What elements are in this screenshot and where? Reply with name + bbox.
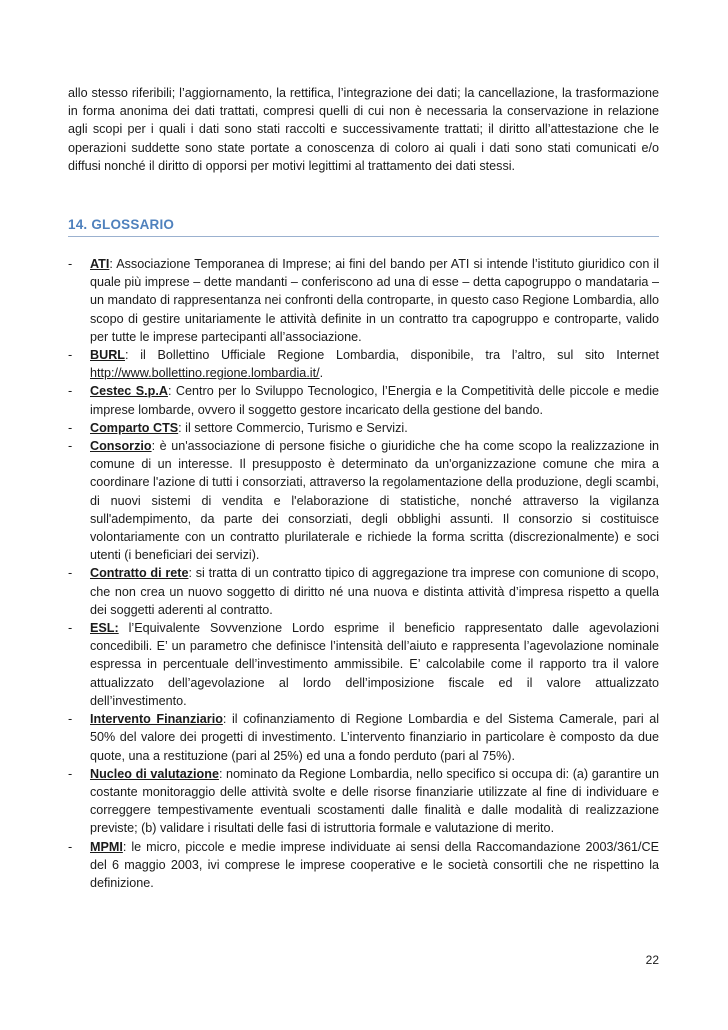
bullet-dash: - — [68, 566, 73, 581]
glossary-term: ATI — [90, 257, 110, 272]
bullet-dash: - — [68, 621, 73, 636]
glossary-term: ESL: — [90, 621, 119, 636]
glossary-term: BURL — [90, 348, 125, 363]
glossary-definition: è un'associazione di persone fisiche o giuridiche che ha come scopo la realizzazione in comune di un interesse. Il presupposto è determinato da un'organizzazione comune che mira a coordinare l'azione di tutti i consorziati, attraverso la regolamentazione della produzione, degli scambi, di nuovi sistemi di vendita e l'elaborazione di statistiche, nonché attraverso la vigilanza sull'adempimento, da parte dei consorziati, degli obblighi assunti. Il consorzio si costituisce volontariamente con un contratto plurilaterale e richiede la forma scritta (discrezionalmente) e soci utenti (i beneficiari dei servizi). — [90, 439, 660, 563]
bullet-dash: - — [68, 766, 73, 781]
bullet-dash: - — [68, 712, 73, 727]
glossary-definition: nominato da Regione Lombardia, nello specifico si occupa di: (a) garantire un costante monitoraggio delle attività svolte e delle risorse finanziarie utilizzate al fine di individuare e correggere tempestivamente eventuali scostamenti dalle finalità e dalle modalità di realizzazione previste; (b) validare i risultati delle fasi di istruttoria formale e valutazione di merito. — [90, 766, 659, 836]
glossary-item-intervento-finanziario: - Intervento Finanziario: il cofinanziamento di Regione Lombardia e del Sistema Camerale, pari al 50% del valore dei progetti di investimento. L’intervento finanziario in particolare è composto da due quote, una a restituzione (pari al 25%) ed una a fondo perduto (pari al 75%). — [68, 712, 660, 763]
glossary-definition: il Bollettino Ufficiale Regione Lombardia, disponibile, tra l’altro, sul sito Internet — [140, 348, 659, 363]
glossary-list — [68, 255, 659, 892]
glossary-definition: il cofinanziamento di Regione Lombardia e del Sistema Camerale, pari al 50% del valore dei progetti di investimento. L’intervento finanziario in particolare è composto da due quote, una a restituzione (pari al 25%) ed una a fondo perduto (pari al 75%). — [90, 712, 660, 763]
glossary-definition: Centro per lo Sviluppo Tecnologico, l’Energia e la Competitività delle piccole e medie imprese lombarde, ovvero il soggetto gestore incaricato della gestione del bando. — [90, 384, 659, 417]
section-title: 14. GLOSSARIO — [68, 217, 175, 233]
glossary-item-consorzio: - Consorzio: è un'associazione di persone fisiche o giuridiche che ha come scopo la realizzazione in comune di un interesse. Il presupposto è determinato da un'organizzazione comune che mira a coordinare l'azione di tutti i consorziati, attraverso la regolamentazione della produzione, degli scambi, di nuovi sistemi di vendita e l'elaborazione di statistiche, nonché attraverso la vigilanza sull'adempimento, da parte dei consorziati, degli obblighi assunti. Il consorzio si costituisce volontariamente con un contratto plurilaterale e richiede la forma scritta (discrezionalmente) e soci utenti (i beneficiari dei servizi). — [68, 439, 660, 563]
glossary-item-burl: - BURL: il Bollettino Ufficiale Regione Lombardia, disponibile, tra l’altro, sul sito Internet http://www.bollettino.regione.lombardia.it/. — [68, 348, 659, 381]
glossary-definition: le micro, piccole e medie imprese individuate ai sensi della Raccomandazione 2003/361/CE del 6 maggio 2003, ivi comprese le imprese cooperative e le società consortili che ne rispettino la definizione. — [90, 839, 659, 890]
glossary-item-nucleo-di-valutazione: - Nucleo di valutazione: nominato da Regione Lombardia, nello specifico si occupa di: (a) garantire un costante monitoraggio delle attività svolte e delle risorse finanziarie utilizzate al fine di individuare e correggere tempestivamente eventuali scostamenti dalle finalità e dalle modalità di realizzazione previste; (b) validare i risultati delle fasi di istruttoria formale e valutazione di merito. — [68, 766, 659, 836]
bullet-dash: - — [68, 839, 73, 854]
burl-link[interactable]: http://www.bollettino.regione.lombardia.it/ — [90, 366, 320, 381]
section-divider — [68, 236, 659, 237]
glossary-item-ati: - ATI: Associazione Temporanea di Imprese; ai fini del bando per ATI si intende l’istituto giuridico con il quale più imprese – dette mandanti – conferiscono ad una di esse – detta capogruppo o mandataria – un mandato di rappresentanza nei confronti della controparte, in questo caso Regione Lombardia, allo scopo di gestire unitariamente le attività definite in un contratto tra capogruppo e controparte, valido per tutte le imprese partecipanti all’associazione. — [68, 257, 659, 344]
glossary-definition: il settore Commercio, Turismo e Servizi. — [185, 420, 408, 435]
glossary-term: Contratto di rete — [90, 566, 189, 581]
glossary-term: Intervento Finanziario — [90, 712, 223, 727]
glossary-item-mpmi: - MPMI: le micro, piccole e medie imprese individuate ai sensi della Raccomandazione 2003/361/CE del 6 maggio 2003, ivi comprese le imprese cooperative e le società consortili che ne rispettino la definizione. — [68, 839, 659, 890]
glossary-term: Comparto CTS — [90, 420, 179, 435]
document-page — [68, 84, 659, 892]
bullet-dash: - — [68, 384, 73, 399]
glossary-term: Consorzio — [90, 439, 152, 454]
glossary-item-contratto-di-rete: - Contratto di rete: si tratta di un contratto tipico di aggregazione tra imprese con comunione di scopo, che non crea un nuovo soggetto di diritto né una nuova e distinta attività d’impresa rispetto a quella dei soggetti aderenti al contratto. — [68, 566, 660, 617]
bullet-dash: - — [68, 439, 73, 454]
bullet-dash: - — [68, 257, 73, 272]
bullet-dash: - — [68, 348, 73, 363]
glossary-item-comparto-cts: - Comparto CTS: il settore Commercio, Turismo e Servizi. — [68, 419, 659, 437]
glossary-definition: l’Equivalente Sovvenzione Lordo esprime il beneficio rappresentato dalle agevolazioni concedibili. E’ un parametro che definisce l’intensità dell’aiuto e rappresenta l’agevolazione nominale espressa in percentuale dell’investimento ammissibile. E’ calcolabile come il rapporto tra il valore attualizzato dell’agevolazione al lordo dell’imposizione fiscale ed il valore attualizzato dell’investimento. — [90, 621, 659, 708]
glossary-item-cestec: - Cestec S.p.A: Centro per lo Sviluppo Tecnologico, l’Energia e la Competitività delle piccole e medie imprese lombarde, ovvero il soggetto gestore incaricato della gestione del bando. — [68, 384, 659, 417]
intro-paragraph: allo stesso riferibili; l’aggiornamento, la rettifica, l’integrazione dei dati; la cancellazione, la trasformazione in forma anonima dei dati trattati, compresi quelli di cui non è necessaria la conservazione in relazione agli scopi per i quali i dati sono stati raccolti e successivamente trattati; il diritto all’attestazione che le operazioni suddette sono state portate a conoscenza di coloro ai quali i dati sono stati comunicati e/o diffusi nonché il diritto di opporsi per motivi legittimi al trattamento dei dati stessi. — [68, 86, 659, 173]
glossary-item-esl — [68, 619, 659, 710]
bullet-dash: - — [68, 420, 73, 435]
glossary-term: MPMI — [90, 839, 123, 854]
glossary-definition: Associazione Temporanea di Imprese; ai fini del bando per ATI si intende l’istituto giuridico con il quale più imprese – dette mandanti – conferiscono ad una di esse – detta capogruppo o mandataria – un mandato di rappresentanza nei confronti della controparte, in questo caso Regione Lombardia, allo scopo di gestire unitariamente le attività definite in un contratto tra capogruppo e controparte, valido per tutte le imprese partecipanti all’associazione. — [90, 257, 659, 344]
glossary-definition: si tratta di un contratto tipico di aggregazione tra imprese con comunione di scopo, che non crea un nuovo soggetto di diritto né una nuova e distinta attività d’impresa rispetto a quella dei soggetti aderenti al contratto. — [90, 566, 660, 617]
glossary-term: Nucleo di valutazione — [90, 766, 219, 781]
glossary-term: Cestec S.p.A — [90, 384, 168, 399]
page-number: 22 — [645, 953, 659, 967]
